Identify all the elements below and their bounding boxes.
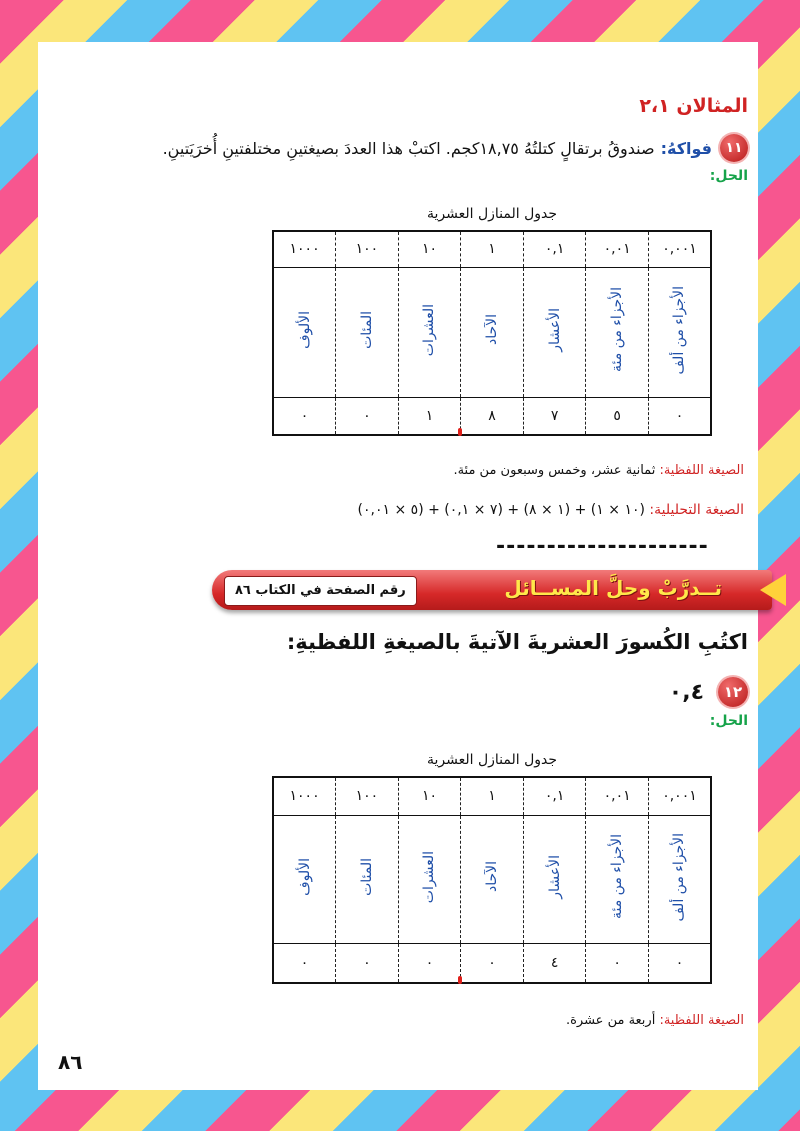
example-heading: المثالان ٢،١ [639, 95, 748, 117]
banner-arrow-icon [760, 574, 786, 606]
expanded-form-text: (١٠ × ١) + (١ × ٨) + (٧ × ٠,١) + (٥ × ٠,٠١) [357, 502, 645, 518]
section-divider: --------------------- [496, 534, 709, 559]
place-name-label: المئات [358, 858, 375, 896]
digit-cell-ones [461, 943, 524, 983]
place-value-row [273, 231, 711, 267]
question-number-badge: ١١ [720, 134, 748, 162]
digit-cell: ٠ [273, 397, 336, 435]
place-name-label: الألوف [296, 858, 313, 896]
digit-row [273, 943, 711, 983]
place-value-cell: ٠,٠٠١ [648, 231, 711, 267]
place-name-label: الأعشار [546, 855, 563, 899]
digit-cell: ٠ [648, 943, 711, 983]
digit-cell: ٠ [398, 943, 461, 983]
place-name-label: المئات [358, 311, 375, 349]
place-value-cell: ١٠٠ [336, 231, 399, 267]
place-value-cell: ١٠ [398, 777, 461, 815]
word-form-text: ثمانية عشر، وخمس وسبعون من مئة. [453, 463, 656, 478]
digit-row [273, 397, 711, 435]
example-question [163, 133, 748, 163]
place-value-table [272, 776, 712, 984]
digit-cell: ٠ [336, 943, 399, 983]
place-value-cell: ٠,١ [523, 231, 586, 267]
decimal-comma-marker [458, 428, 462, 436]
word-form-label: الصيغة اللفظية: [659, 1013, 744, 1028]
practice-banner [212, 570, 772, 610]
example-expanded-form [358, 502, 744, 518]
page-number: ٨٦ [58, 1050, 83, 1074]
digit-cell: ٧ [523, 397, 586, 435]
digit-cell-ones [461, 397, 524, 435]
word-form-label: الصيغة اللفظية: [659, 463, 744, 478]
place-name-row [273, 267, 711, 397]
place-name-label: الأجزاء من ألف [671, 832, 688, 922]
question-keyword: فواكهُ: [660, 138, 712, 158]
place-value-cell: ١٠٠٠ [273, 231, 336, 267]
place-value-cell: ٠,٠١ [586, 777, 649, 815]
place-value-row [273, 777, 711, 815]
place-value-cell: ١٠٠٠ [273, 777, 336, 815]
digit-value: ٨ [488, 407, 496, 424]
question-text: صندوقُ برتقالٍ كتلتُهُ ١٨,٧٥كجم. اكتبْ هذا العددَ بصيغتينِ مختلفتينِ أُخرَيَتينِ. [162, 138, 655, 158]
place-name-label: الأجزاء من مئة [609, 834, 626, 920]
place-value-table [272, 230, 712, 436]
place-value-cell: ١ [461, 231, 524, 267]
example-word-form [453, 463, 744, 478]
digit-cell: ٠ [648, 397, 711, 435]
solution-label: الحل: [709, 168, 748, 184]
digit-cell: ٤ [523, 943, 586, 983]
digit-cell: ١ [398, 397, 461, 435]
place-name-row [273, 815, 711, 943]
exercise-instruction: اكتُبِ الكُسورَ العشريةَ الآتيةَ بالصيغةِ اللفظيةِ: [286, 630, 748, 654]
word-form-text: أربعة من عشرة. [565, 1013, 656, 1028]
place-name-label: الأجزاء من مئة [609, 287, 626, 373]
decimal-comma-marker [458, 976, 462, 984]
place-value-cell: ٠,٠٠١ [648, 777, 711, 815]
place-name-label: الآحاد [484, 861, 501, 893]
digit-cell: ٠ [273, 943, 336, 983]
place-value-cell: ٠,٠١ [586, 231, 649, 267]
digit-value: ٠ [488, 954, 496, 971]
place-name-label: العشرات [421, 303, 438, 357]
place-value-cell: ١٠ [398, 231, 461, 267]
solution-label: الحل: [709, 713, 748, 729]
place-value-cell: ١٠٠ [336, 777, 399, 815]
digit-cell: ٠ [336, 397, 399, 435]
digit-cell: ٠ [586, 943, 649, 983]
exercise-question [669, 676, 748, 708]
table-title: جدول المنازل العشرية [426, 206, 558, 222]
place-value-cell: ١ [461, 777, 524, 815]
question-number-badge: ١٢ [718, 677, 748, 707]
exercise-word-form [566, 1013, 744, 1028]
place-name-label: العشرات [421, 850, 438, 904]
exercise-value: ٠,٤ [668, 679, 704, 705]
place-name-label: الألوف [296, 311, 313, 349]
banner-title: تــدرَّبْ وحلَّ المســائل [504, 576, 722, 600]
expanded-form-label: الصيغة التحليلية: [649, 502, 744, 518]
book-page-reference: رقم الصفحة في الكتاب ٨٦ [224, 576, 417, 606]
place-name-label: الأعشار [546, 308, 563, 352]
table-title: جدول المنازل العشرية [426, 752, 558, 768]
digit-cell: ٥ [586, 397, 649, 435]
place-name-label: الآحاد [484, 314, 501, 346]
place-value-cell: ٠,١ [523, 777, 586, 815]
place-name-label: الأجزاء من ألف [671, 285, 688, 375]
